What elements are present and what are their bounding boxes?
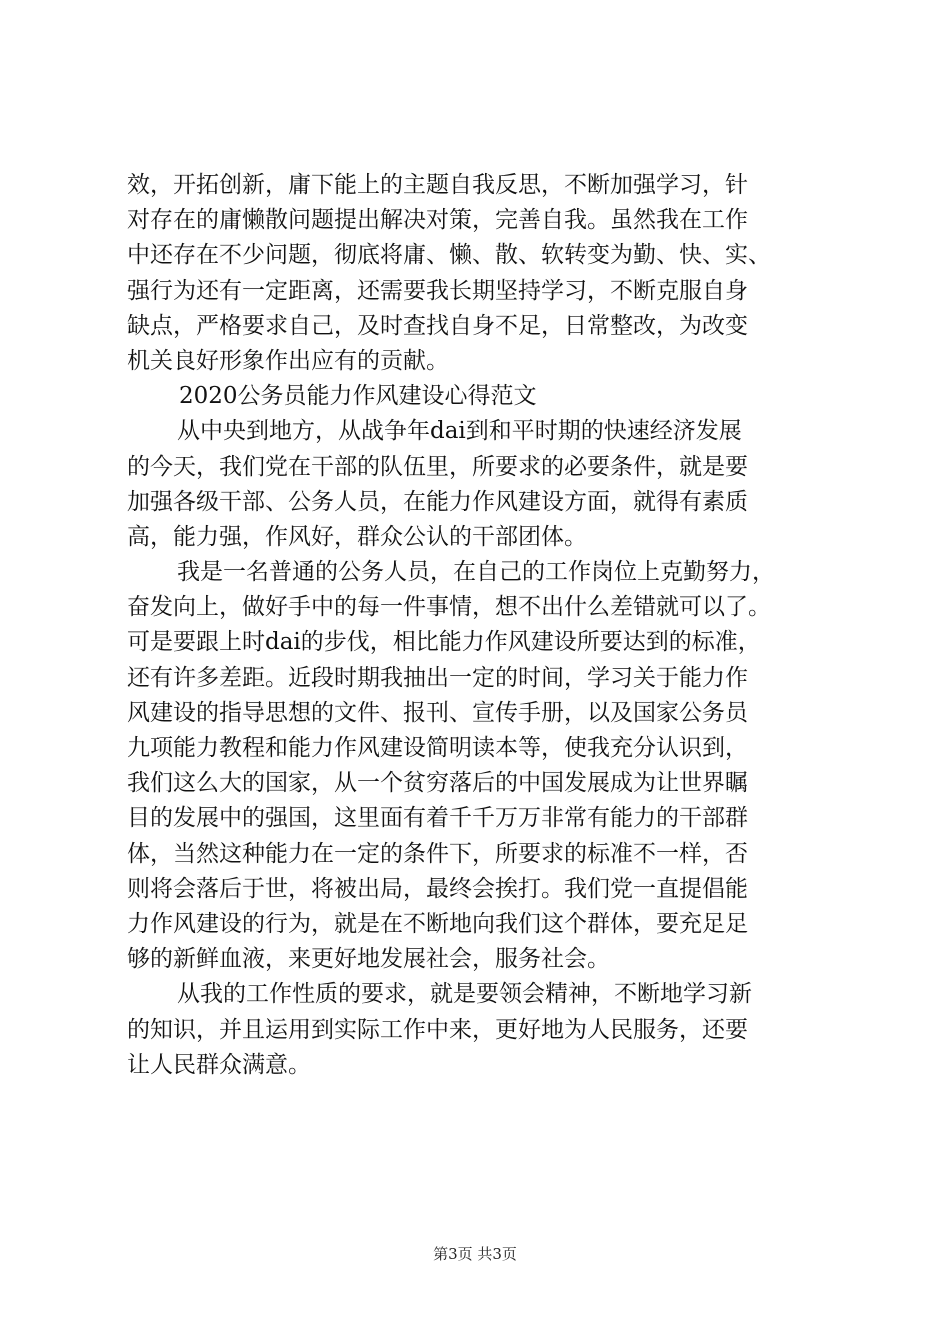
page-number-footer: 第3页 共3页 xyxy=(433,1245,517,1263)
body-line: 够的新鲜血液，来更好地发展社会，服务社会。 xyxy=(127,946,610,973)
paragraph-first-line: 我是一名普通的公务人员，在自己的工作岗位上克勤努力， xyxy=(177,559,775,586)
body-line: 目的发展中的强国，这里面有着千千万万非常有能力的干部群 xyxy=(127,805,748,832)
body-line: 我们这么大的国家，从一个贫穷落后的中国发展成为让世界瞩 xyxy=(127,770,748,797)
paragraph-first-line: 从中央到地方，从战争年dai到和平时期的快速经济发展 xyxy=(177,418,742,445)
body-line: 效，开拓创新，庸下能上的主题自我反思，不断加强学习，针 xyxy=(127,172,748,198)
body-line: 缺点，严格要求自己，及时查找自身不足，日常整改，为改变 xyxy=(127,312,748,339)
body-line: 对存在的庸懒散问题提出解决对策，完善自我。虽然我在工作 xyxy=(127,207,748,234)
body-line: 强行为还有一定距离，还需要我长期坚持学习，不断克服自身 xyxy=(127,277,748,304)
body-line: 加强各级干部、公务人员，在能力作风建设方面，就得有素质 xyxy=(127,488,748,515)
body-line: 风建设的指导思想的文件、报刊、宣传手册，以及国家公务员 xyxy=(127,699,748,726)
body-line: 高，能力强，作风好，群众公认的干部团体。 xyxy=(127,523,587,550)
body-line: 机关良好形象作出应有的贡献。 xyxy=(127,347,449,374)
body-line: 的知识，并且运用到实际工作中来，更好地为人民服务，还要 xyxy=(127,1016,748,1043)
body-line: 力作风建设的行为，就是在不断地向我们这个群体，要充足足 xyxy=(127,910,748,937)
body-line: 则将会落后于世，将被出局，最终会挨打。我们党一直提倡能 xyxy=(127,875,748,902)
body-line: 奋发向上，做好手中的每一件事情，想不出什么差错就可以了。 xyxy=(127,594,771,621)
body-line: 还有许多差距。近段时期我抽出一定的时间，学习关于能力作 xyxy=(127,664,748,691)
body-line: 中还存在不少问题，彻底将庸、懒、散、软转变为勤、快、实、 xyxy=(127,242,771,269)
section-title: 2020公务员能力作风建设心得范文 xyxy=(179,383,537,410)
document-body xyxy=(127,168,827,1083)
body-line: 九项能力教程和能力作风建设简明读本等，使我充分认识到， xyxy=(127,735,748,761)
body-line: 让人民群众满意。 xyxy=(127,1051,311,1078)
body-line: 可是要跟上时dai的步伐，相比能力作风建设所要达到的标准， xyxy=(127,629,761,656)
body-line: 的今天，我们党在干部的队伍里，所要求的必要条件，就是要 xyxy=(127,453,748,480)
paragraph-first-line: 从我的工作性质的要求，就是要领会精神，不断地学习新 xyxy=(177,981,752,1008)
body-line: 体，当然这种能力在一定的条件下，所要求的标准不一样，否 xyxy=(127,840,748,867)
